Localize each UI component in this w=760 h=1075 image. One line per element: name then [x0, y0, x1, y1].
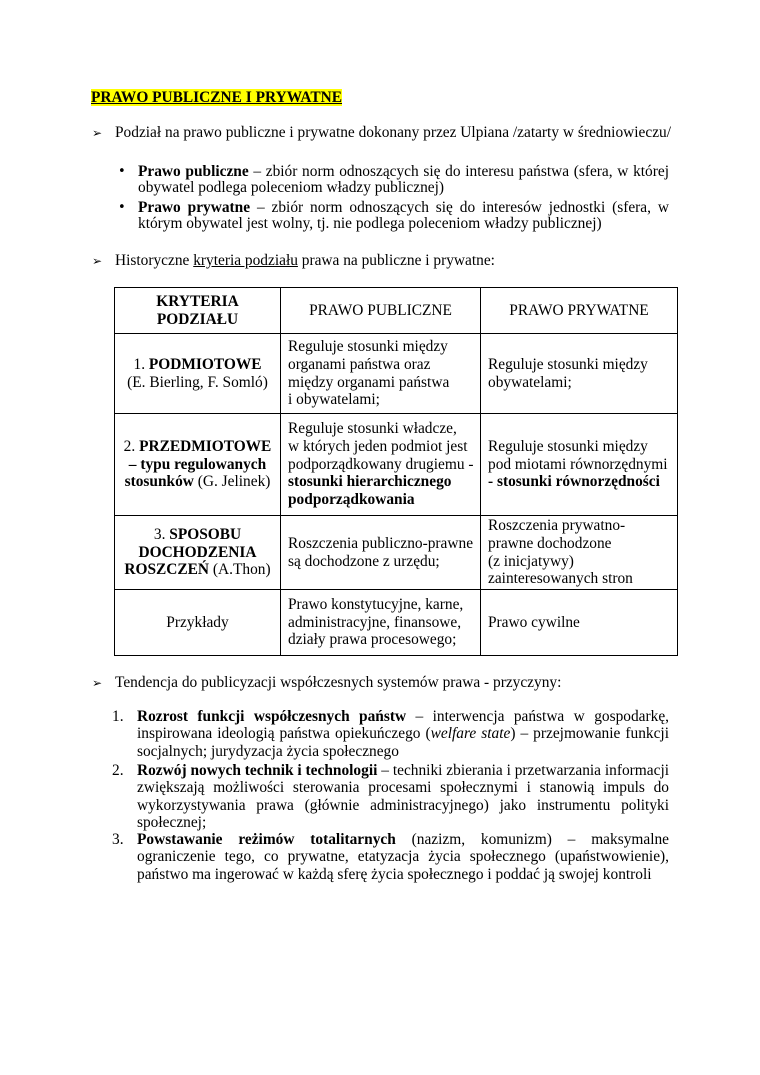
- definition-text: [138, 200, 669, 232]
- private-law-emphasis: - stosunki równorzędności: [488, 473, 660, 491]
- bullet-dot-icon: [118, 200, 126, 216]
- criteria-intro-after: prawa na publiczne i prywatne:: [297, 252, 495, 269]
- criteria-table: [114, 287, 678, 656]
- criterion-number: 1.: [133, 355, 149, 373]
- header-public-law: [281, 288, 481, 334]
- criterion-name: PODMIOTOWE: [148, 355, 262, 373]
- reason-description-end: ) – przejmowanie funkcji socjalnych; jurydyzacja życia społecznego: [137, 725, 669, 760]
- criterion-cell: [115, 590, 281, 656]
- arrow-bullet-icon: [92, 252, 115, 270]
- definition-term: Prawo prywatne: [138, 199, 251, 216]
- criterion-name: PRZEDMIOTOWE – typu regulowanych stosunków: [124, 437, 272, 491]
- public-law-cell: [281, 334, 481, 414]
- reason-number: 2.: [112, 762, 124, 779]
- public-law-cell: [281, 516, 481, 590]
- private-law-cell: [481, 334, 678, 414]
- private-law-text: Reguluje stosunki między pod miotami równorzędnymi: [488, 437, 668, 473]
- private-law-cell: [481, 590, 678, 656]
- arrow-bullet-icon: [92, 124, 115, 142]
- header-criteria: [115, 288, 281, 334]
- reason-number: 1.: [112, 708, 124, 725]
- criteria-intro-text: [115, 252, 495, 269]
- reason-heading: Powstawanie reżimów totalitarnych: [137, 831, 396, 848]
- private-law-cell: [481, 516, 678, 590]
- criteria-intro-before: Historyczne: [115, 252, 194, 269]
- public-law-text: Reguluje stosunki między organami państwa oraz między organami państwa i obywatelami;: [288, 337, 450, 409]
- definition-text: [138, 164, 669, 196]
- reason-item: [112, 708, 669, 760]
- arrow-bullet-icon: [92, 674, 115, 692]
- definition-item-private-law: [118, 200, 669, 232]
- criterion-cell: [115, 516, 281, 590]
- definition-description: – zbiór norm odnoszących się do interesów jednostki (sfera, w którym obywatel jest wolny, tj. nie podlega poleceniom władzy publicznej): [138, 199, 669, 232]
- document-title-text: PRAWO PUBLICZNE I PRYWATNE: [91, 89, 343, 106]
- header-private-law-label: PRAWO PRYWATNE: [509, 301, 649, 319]
- definition-term: Prawo publiczne: [138, 163, 249, 180]
- reason-description: (nazizm, komunizm) – maksymalne ograniczenie tego, co prywatne, etatyzacja życia społecznego (upaństwowienie), państwo ma ingerować w każdą sferę życia społecznego i poddać ją swojej kontroli: [137, 831, 669, 883]
- reason-italic-term: welfare state: [430, 725, 511, 743]
- criterion-number: 3.: [153, 525, 170, 543]
- table-header-row: [115, 288, 678, 334]
- criterion-authors: (E. Bierling, F. Somló): [127, 373, 268, 391]
- reason-item: [112, 762, 669, 832]
- table-row: [115, 414, 678, 516]
- criterion-label: Przykłady: [166, 613, 229, 631]
- private-law-text: Roszczenia prywatno- prawne dochodzone (z inicjatywy) zainteresowanych stron: [488, 516, 633, 588]
- reason-item: [112, 831, 669, 883]
- criterion-cell: [115, 334, 281, 414]
- private-law-text: Reguluje stosunki między obywatelami;: [488, 355, 648, 391]
- reason-text: [137, 831, 669, 883]
- table-row: [115, 516, 678, 590]
- private-law-cell: [481, 414, 678, 516]
- public-law-cell: [281, 414, 481, 516]
- intro-text: Podział na prawo publiczne i prywatne dokonany przez Ulpiana /zatarty w średniowieczu/: [115, 124, 671, 141]
- header-public-law-label: PRAWO PUBLICZNE: [309, 301, 452, 319]
- public-law-text: Reguluje stosunki władcze, w których jeden podmiot jest podporządkowany drugiemu -: [288, 420, 474, 473]
- reason-heading: Rozwój nowych technik i technologii: [137, 762, 378, 779]
- reason-heading: Rozrost funkcji współczesnych państw: [137, 708, 407, 725]
- reason-description: – interwencja państwa w gospodarkę, inspirowana ideologią państwa opiekuńczego (: [137, 708, 670, 743]
- document-title: [91, 89, 342, 107]
- table-row: [115, 590, 678, 656]
- reason-number: 3.: [112, 831, 124, 848]
- criteria-intro-underlined: kryteria podziału: [193, 252, 298, 269]
- public-law-emphasis: stosunki hierarchicznego podporządkowania: [288, 473, 452, 509]
- criterion-number: 2.: [123, 437, 140, 455]
- header-private-law: [481, 288, 678, 334]
- criterion-cell: [115, 414, 281, 516]
- private-law-text: Prawo cywilne: [488, 613, 580, 631]
- public-law-text: Roszczenia publiczno-prawne są dochodzone z urzędu;: [288, 534, 474, 570]
- reason-text: [137, 708, 669, 760]
- public-law-text: Prawo konstytucyjne, karne, administracyjne, finansowe, działy prawa procesowego;: [288, 595, 464, 649]
- criteria-intro-item: [92, 252, 495, 270]
- criterion-authors: (G. Jelinek): [193, 473, 271, 491]
- criterion-authors: (A.Thon): [209, 561, 271, 579]
- definition-description: – zbiór norm odnoszących się do interesu państwa (sfera, w której obywatel podlega poleceniom władzy publicznej): [138, 163, 669, 196]
- reason-description: – techniki zbierania i przetwarzania informacji zwiększają możliwości sterowania procesami społecznymi i stanowią impuls do wykorzystywania prawa (głównie administracyjnego) jako instrumentu polityki społecznej;: [137, 762, 669, 832]
- table-row: [115, 334, 678, 414]
- header-criteria-label: KRYTERIA PODZIAŁU: [156, 292, 239, 328]
- bullet-dot-icon: [118, 164, 126, 180]
- reason-text: [137, 762, 669, 832]
- intro-item: [92, 124, 671, 142]
- criterion-name: SPOSOBU DOCHODZENIA ROSZCZEŃ: [124, 525, 257, 579]
- tendency-intro-item: [92, 674, 561, 692]
- public-law-cell: [281, 590, 481, 656]
- definition-item-public-law: [118, 164, 669, 196]
- tendency-intro-text: Tendencja do publicyzacji współczesnych systemów prawa - przyczyny:: [115, 674, 562, 691]
